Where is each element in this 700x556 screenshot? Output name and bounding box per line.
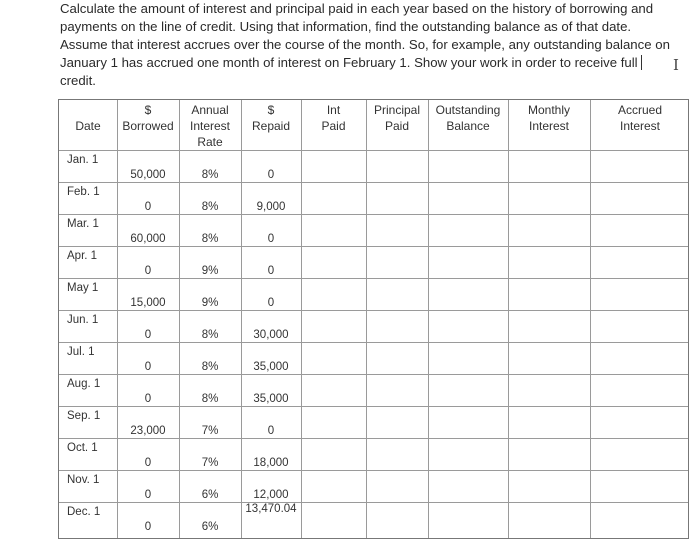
cell-rate[interactable]: 8% (201, 329, 219, 341)
cell-repaid[interactable]: 30,000 (253, 329, 289, 341)
question-line: payments on the line of credit. Using that information, find the outstanding balance as of that date. (60, 19, 632, 34)
question-text (60, 0, 670, 90)
row-divider (59, 502, 688, 503)
row-date: Apr. 1 (67, 250, 98, 262)
column-divider (241, 100, 242, 538)
cell-repaid[interactable]: 0 (267, 425, 275, 437)
cell-repaid[interactable]: 0 (267, 169, 275, 181)
row-date: May 1 (67, 282, 99, 294)
header-accrued-interest: Accrued Interest (617, 103, 663, 133)
cell-repaid[interactable]: 9,000 (256, 201, 286, 213)
row-date: Aug. 1 (67, 378, 101, 390)
question-line: credit. (60, 73, 96, 88)
row-date: Mar. 1 (67, 218, 99, 230)
cell-rate[interactable]: 7% (201, 425, 219, 437)
column-divider (179, 100, 180, 538)
header-annual-interest-rate: Annual Interest Rate (189, 103, 231, 149)
row-divider (59, 470, 688, 471)
cell-borrowed[interactable]: 50,000 (130, 169, 166, 181)
caret (641, 55, 642, 70)
cell-repaid[interactable]: 0 (267, 297, 275, 309)
row-date: Feb. 1 (67, 186, 100, 198)
column-divider (366, 100, 367, 538)
question-line: Calculate the amount of interest and principal paid in each year based on the history of borrowing and (60, 1, 654, 16)
cell-borrowed[interactable]: 0 (144, 265, 152, 277)
row-divider (59, 246, 688, 247)
cell-rate[interactable]: 6% (201, 521, 219, 533)
column-divider (301, 100, 302, 538)
cell-rate[interactable]: 8% (201, 393, 219, 405)
cell-rate[interactable]: 9% (201, 297, 219, 309)
row-divider (59, 374, 688, 375)
cell-rate[interactable]: 9% (201, 265, 219, 277)
row-divider (59, 310, 688, 311)
column-divider (428, 100, 429, 538)
cell-borrowed[interactable]: 0 (144, 361, 152, 373)
row-date: Jul. 1 (67, 346, 95, 358)
row-date: Jun. 1 (67, 314, 99, 326)
cell-rate[interactable]: 8% (201, 201, 219, 213)
row-divider (59, 438, 688, 439)
cell-borrowed[interactable]: 15,000 (130, 297, 166, 309)
row-date: Jan. 1 (67, 154, 99, 166)
cell-borrowed[interactable]: 0 (144, 201, 152, 213)
cell-borrowed[interactable]: 60,000 (130, 233, 166, 245)
cell-rate[interactable]: 8% (201, 169, 219, 181)
cell-rate[interactable]: 6% (201, 489, 219, 501)
header-date: Date (75, 119, 101, 133)
cell-rate[interactable]: 7% (201, 457, 219, 469)
row-divider (59, 150, 688, 151)
cell-borrowed[interactable]: 0 (144, 393, 152, 405)
header-principal-paid: Principal Paid (373, 103, 421, 133)
row-divider (59, 182, 688, 183)
column-divider (508, 100, 509, 538)
cell-repaid[interactable]: 0 (267, 233, 275, 245)
row-date: Dec. 1 (67, 506, 101, 518)
row-date: Sep. 1 (67, 410, 101, 422)
cell-repaid[interactable]: 18,000 (253, 457, 289, 469)
cell-borrowed[interactable]: 0 (144, 489, 152, 501)
question-line: Assume that interest accrues over the course of the month. So, for example, any outstanding balance on (60, 37, 670, 52)
cell-repaid[interactable]: 0 (267, 265, 275, 277)
cell-repaid[interactable]: 35,000 (253, 393, 289, 405)
cell-borrowed[interactable]: 0 (144, 457, 152, 469)
cell-repaid[interactable]: 35,000 (253, 361, 289, 373)
text-cursor-icon: I (673, 56, 679, 74)
question-line: January 1 has accrued one month of interest on February 1. Show your work in order to receive full (60, 54, 670, 72)
row-divider (59, 406, 688, 407)
cell-borrowed[interactable]: 0 (144, 521, 152, 533)
cell-repaid[interactable]: 12,000 (253, 489, 289, 501)
cell-borrowed[interactable]: 23,000 (130, 425, 166, 437)
header-int-paid: Int Paid (321, 103, 346, 133)
cell-rate[interactable]: 8% (201, 361, 219, 373)
row-date: Oct. 1 (67, 442, 98, 454)
cell-repaid-extra[interactable]: 13,470.04 (245, 503, 297, 515)
row-divider (59, 342, 688, 343)
loan-table (58, 99, 689, 539)
cell-borrowed[interactable]: 0 (144, 329, 152, 341)
cell-rate[interactable]: 8% (201, 233, 219, 245)
header-borrowed: $ Borrowed (122, 103, 174, 133)
row-divider (59, 214, 688, 215)
header-repaid: $ Repaid (251, 103, 291, 133)
column-divider (117, 100, 118, 538)
header-monthly-interest: Monthly Interest (527, 103, 571, 133)
column-divider (590, 100, 591, 538)
row-date: Nov. 1 (67, 474, 100, 486)
row-divider (59, 278, 688, 279)
header-outstanding-balance: Outstanding Balance (435, 103, 501, 133)
